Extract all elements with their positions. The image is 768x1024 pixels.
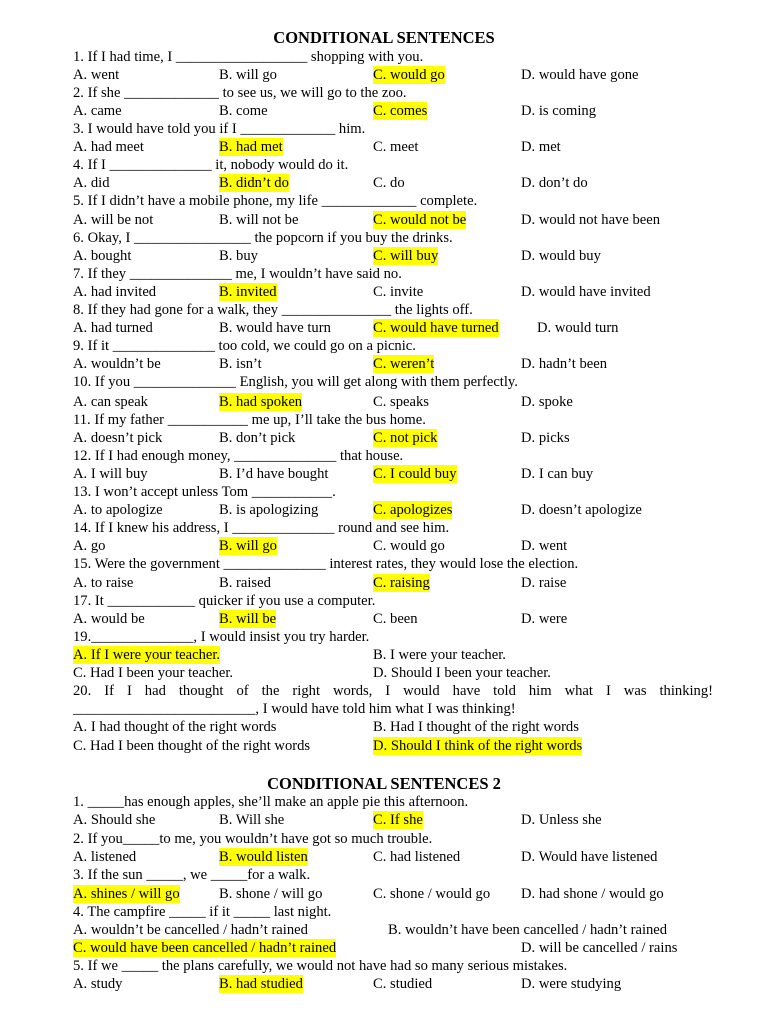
option-a: A. to raise	[73, 575, 134, 591]
option-b: B. would have turn	[219, 320, 331, 336]
option-a: A. went	[73, 67, 120, 83]
option-a: A. listened	[73, 849, 137, 865]
option-d: D. Would have listened	[521, 849, 658, 865]
options-row	[73, 211, 713, 229]
option-b-answer: B. had studied	[219, 976, 303, 992]
option-c-answer: C. would have been cancelled / hadn’t rained	[73, 940, 337, 956]
options-row	[73, 718, 713, 736]
option-c: C. Had I been your teacher.	[73, 665, 234, 681]
option-a: A. bought	[73, 248, 132, 264]
question-text: 13. I won’t accept unless Tom ___________.	[73, 484, 336, 500]
option-a: A. I had thought of the right words	[73, 719, 277, 735]
option-b: B. buy	[219, 248, 258, 264]
option-c: C. meet	[373, 139, 419, 155]
option-c: C. speaks	[373, 394, 429, 410]
options-row	[73, 283, 713, 301]
option-c: C. invite	[373, 284, 424, 300]
options-row	[73, 537, 713, 555]
option-b-answer: B. didn’t do	[219, 175, 289, 191]
option-c: C. would go	[373, 538, 445, 554]
option-a: A. study	[73, 976, 123, 992]
options-row	[73, 975, 713, 993]
option-c-answer: C. I could buy	[373, 466, 457, 482]
option-d: D. were	[521, 611, 568, 627]
question-text: 1. If I had time, I __________________ shopping with you.	[73, 49, 424, 65]
option-b-answer: B. will go	[219, 538, 277, 554]
option-d: D. raise	[521, 575, 567, 591]
option-d: D. don’t do	[521, 175, 588, 191]
option-c-answer: C. not pick	[373, 430, 438, 446]
option-c-answer: C. would not be	[373, 212, 467, 228]
question-text: 20. If I had thought of the right words, I would have told him what I was thinking!	[73, 683, 713, 699]
section-title: CONDITIONAL SENTENCES	[273, 28, 495, 47]
option-d-answer: D. Should I think of the right words	[373, 738, 583, 754]
question-text: 6. Okay, I ________________ the popcorn if you buy the drinks.	[73, 230, 453, 246]
option-d: D. picks	[521, 430, 570, 446]
option-a: A. will be not	[73, 212, 154, 228]
options-row	[73, 66, 713, 84]
option-b: B. isn’t	[219, 356, 262, 372]
question-text: 15. Were the government ______________ interest rates, they would lose the election.	[73, 556, 579, 572]
option-c-answer: C. would have turned	[373, 320, 499, 336]
question-text: 8. If they had gone for a walk, they _______________ the lights off.	[73, 302, 473, 318]
option-d: D. would have invited	[521, 284, 651, 300]
option-b: B. I were your teacher.	[373, 647, 506, 663]
question-text: 17. It ____________ quicker if you use a computer.	[73, 593, 376, 609]
option-d: D. met	[521, 139, 561, 155]
option-a: A. wouldn’t be	[73, 356, 161, 372]
option-d: D. went	[521, 538, 568, 554]
question-text: 14. If I knew his address, I ______________ round and see him.	[73, 520, 450, 536]
option-a: A. I will buy	[73, 466, 148, 482]
option-c: C. shone / would go	[373, 886, 491, 902]
option-a: A. to apologize	[73, 502, 163, 518]
option-c-answer: C. If she	[373, 812, 423, 828]
option-b-answer: B. had met	[219, 139, 283, 155]
option-b: B. will not be	[219, 212, 299, 228]
option-a: A. doesn’t pick	[73, 430, 163, 446]
option-b-answer: B. will be	[219, 611, 277, 627]
options-row	[73, 501, 713, 519]
options-row	[73, 319, 713, 337]
option-a: A. had turned	[73, 320, 153, 336]
options-row	[73, 885, 713, 903]
question-text: 19.______________, I would insist you try harder.	[73, 629, 370, 645]
option-a: A. go	[73, 538, 106, 554]
option-d: D. Unless she	[521, 812, 602, 828]
options-row	[73, 939, 713, 957]
option-b-answer: B. had spoken	[219, 394, 303, 410]
options-row	[73, 138, 713, 156]
option-b: B. will go	[219, 67, 277, 83]
option-a-answer: A. shines / will go	[73, 886, 180, 902]
question-text: 2. If she _____________ to see us, we will go to the zoo.	[73, 85, 407, 101]
option-d: D. hadn’t been	[521, 356, 608, 372]
option-d: D. spoke	[521, 394, 573, 410]
option-d: D. would buy	[521, 248, 601, 264]
options-row	[73, 646, 713, 664]
option-b-answer: B. invited	[219, 284, 277, 300]
option-c-answer: C. comes	[373, 103, 428, 119]
option-d: D. I can buy	[521, 466, 594, 482]
option-b: B. raised	[219, 575, 271, 591]
options-row	[73, 737, 713, 755]
option-d: D. had shone / would go	[521, 886, 664, 902]
question-text: 11. If my father ___________ me up, I’ll take the bus home.	[73, 412, 426, 428]
option-a: A. Should she	[73, 812, 156, 828]
option-a: A. would be	[73, 611, 145, 627]
options-row	[73, 664, 713, 682]
option-c: C. been	[373, 611, 418, 627]
option-d: D. will be cancelled / rains	[521, 940, 678, 956]
question-text: 4. If I ______________ it, nobody would do it.	[73, 157, 349, 173]
option-d: D. would turn	[537, 320, 619, 336]
option-c: C. Had I been thought of the right words	[73, 738, 311, 754]
options-row	[73, 393, 713, 411]
question-text: 5. If I didn’t have a mobile phone, my life _____________ complete.	[73, 193, 478, 209]
option-b: B. Will she	[219, 812, 285, 828]
question-text: 9. If it ______________ too cold, we could go on a picnic.	[73, 338, 416, 354]
option-a: A. can speak	[73, 394, 148, 410]
options-row	[73, 811, 713, 829]
options-row	[73, 921, 713, 939]
option-b: B. don’t pick	[219, 430, 296, 446]
option-a: A. had invited	[73, 284, 157, 300]
option-c: C. had listened	[373, 849, 461, 865]
option-c-answer: C. weren’t	[373, 356, 435, 372]
question-text: 4. The campfire _____ if it _____ last night.	[73, 904, 332, 920]
option-d: D. would have gone	[521, 67, 639, 83]
options-row	[73, 174, 713, 192]
option-c-answer: C. would go	[373, 67, 445, 83]
question-text: 10. If you ______________ English, you will get along with them perfectly.	[73, 374, 518, 390]
option-c: C. do	[373, 175, 405, 191]
option-c-answer: C. apologizes	[373, 502, 453, 518]
options-row	[73, 247, 713, 265]
options-row	[73, 574, 713, 592]
section-title: CONDITIONAL SENTENCES 2	[267, 774, 501, 793]
option-a: A. had meet	[73, 139, 144, 155]
option-d: D. were studying	[521, 976, 622, 992]
option-d: D. doesn’t apologize	[521, 502, 642, 518]
option-b: B. is apologizing	[219, 502, 319, 518]
options-row	[73, 429, 713, 447]
option-b: B. Had I thought of the right words	[373, 719, 579, 735]
options-row	[73, 610, 713, 628]
options-row	[73, 355, 713, 373]
option-d: D. is coming	[521, 103, 596, 119]
question-text: 3. I would have told you if I _____________ him.	[73, 121, 366, 137]
option-b: B. come	[219, 103, 268, 119]
options-row	[73, 848, 713, 866]
question-text-cont: _________________________, I would have told him what I was thinking!	[73, 701, 516, 717]
option-c-answer: C. raising	[373, 575, 430, 591]
question-text: 12. If I had enough money, ______________ that house.	[73, 448, 404, 464]
options-row	[73, 102, 713, 120]
option-b: B. wouldn’t have been cancelled / hadn’t rained	[388, 922, 668, 938]
option-b: B. I’d have bought	[219, 466, 329, 482]
option-a: A. wouldn’t be cancelled / hadn’t rained	[73, 922, 308, 938]
options-row	[73, 465, 713, 483]
option-c: C. studied	[373, 976, 433, 992]
option-a: A. did	[73, 175, 110, 191]
question-text: 2. If you_____to me, you wouldn’t have got so much trouble.	[73, 831, 433, 847]
question-text: 1. _____has enough apples, she’ll make an apple pie this afternoon.	[73, 794, 469, 810]
question-text: 3. If the sun _____, we _____for a walk.	[73, 867, 311, 883]
question-text: 5. If we _____ the plans carefully, we would not have had so many serious mistakes.	[73, 958, 568, 974]
option-b: B. shone / will go	[219, 886, 323, 902]
option-d: D. would not have been	[521, 212, 661, 228]
option-c-answer: C. will buy	[373, 248, 439, 264]
question-text: 7. If they ______________ me, I wouldn’t have said no.	[73, 266, 402, 282]
option-a: A. came	[73, 103, 122, 119]
option-a-answer: A. If I were your teacher.	[73, 647, 221, 663]
option-b-answer: B. would listen	[219, 849, 308, 865]
option-d: D. Should I been your teacher.	[373, 665, 551, 681]
